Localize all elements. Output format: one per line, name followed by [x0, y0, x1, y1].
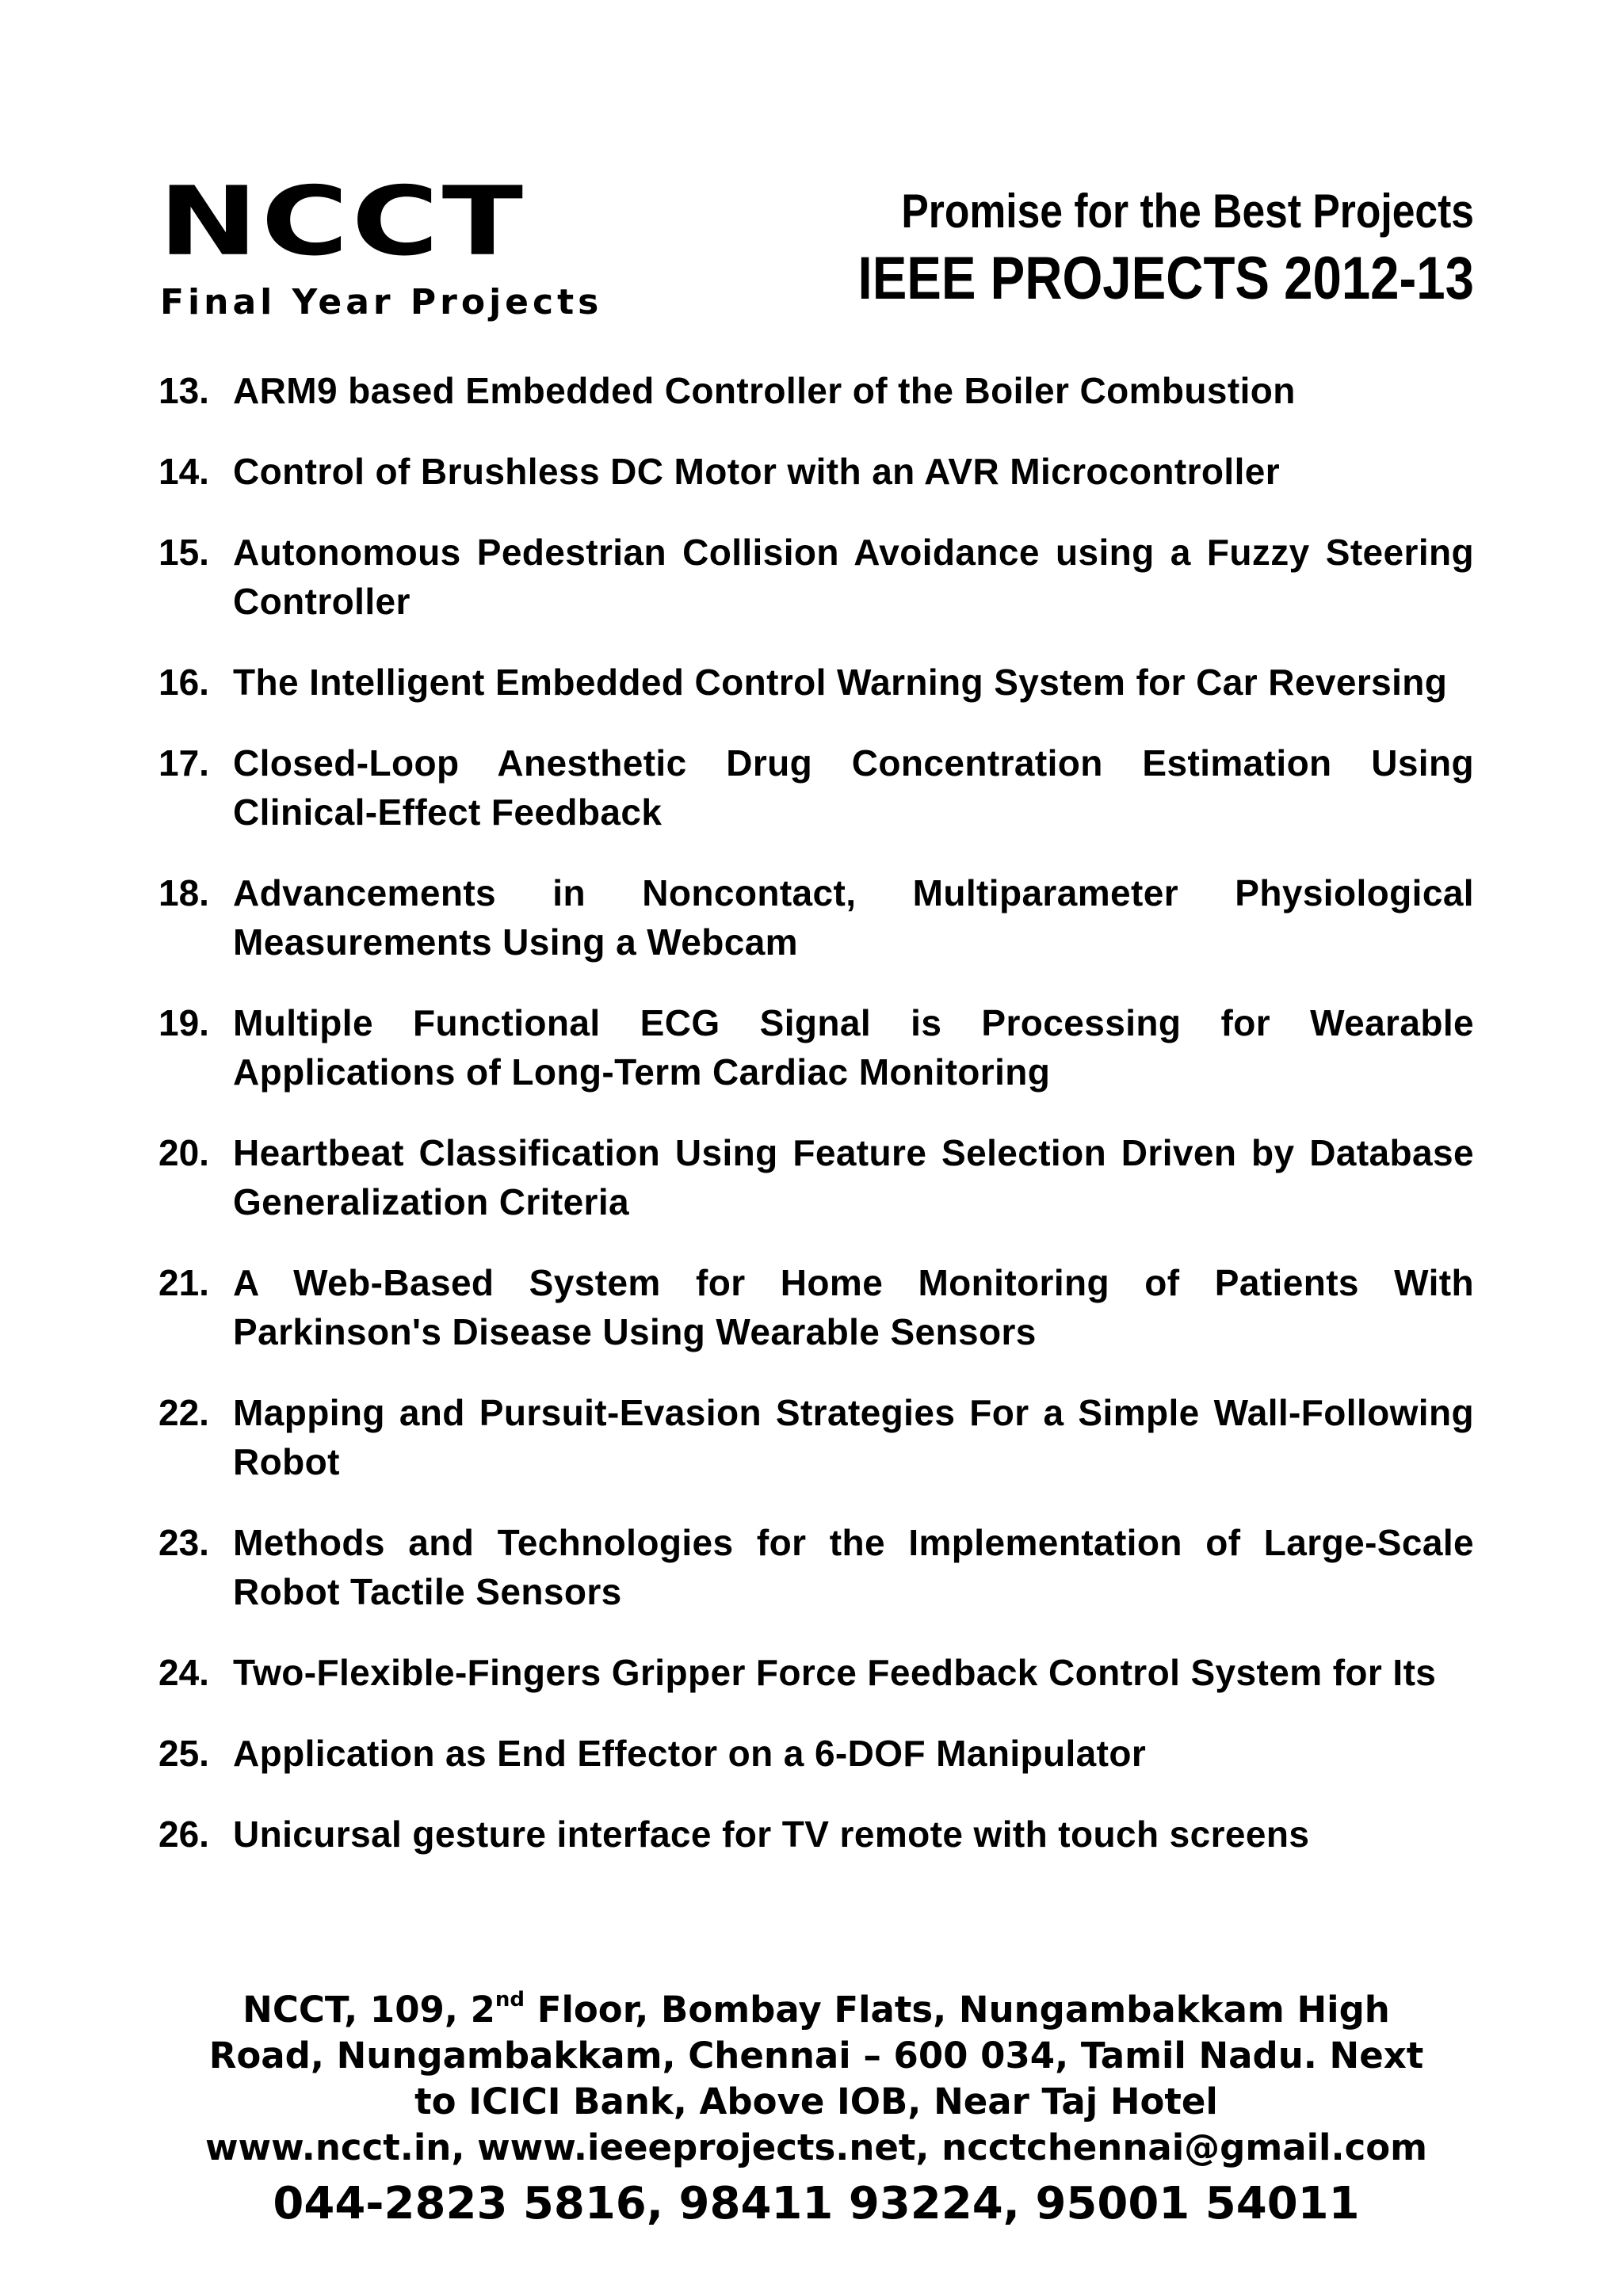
item-number: 19.: [158, 1002, 209, 1043]
item-number: 16.: [158, 662, 209, 703]
item-number: 22.: [158, 1392, 209, 1433]
header: [158, 166, 1474, 331]
list-item: [158, 1258, 1474, 1356]
item-number: 17.: [158, 742, 209, 784]
ncct-logo: NCCT: [158, 166, 527, 277]
list-item: [158, 1128, 1474, 1226]
item-title: Control of Brushless DC Motor with an AVR Microcontroller: [233, 451, 1281, 492]
item-title: Closed-Loop Anesthetic Drug Concentration Estimation Using Clinical-Effect Feedback: [233, 742, 1474, 833]
list-item: [158, 1729, 1474, 1778]
phone-numbers: 044-2823 5816, 98411 93224, 95001 54011: [273, 2178, 1360, 2229]
item-number: 15.: [158, 532, 209, 573]
item-number: 23.: [158, 1522, 209, 1563]
item-title: A Web-Based System for Home Monitoring of Patients With Parkinson's Disease Using Wearable Sensors: [233, 1262, 1474, 1352]
item-title: Mapping and Pursuit-Evasion Strategies For a Simple Wall-Following Robot: [233, 1392, 1474, 1482]
brand-logo-block: [158, 166, 713, 322]
item-number: 20.: [158, 1132, 209, 1173]
list-item: [158, 738, 1474, 837]
web-contacts: www.ncct.in, www.ieeeprojects.net, ncctchennai@gmail.com: [204, 2126, 1428, 2168]
item-title: Methods and Technologies for the Implementation of Large-Scale Robot Tactile Sensors: [233, 1522, 1474, 1612]
item-title: Unicursal gesture interface for TV remote with touch screens: [233, 1814, 1310, 1855]
tagline: Promise for the Best Projects: [901, 185, 1474, 238]
item-number: 18.: [158, 872, 209, 913]
page-heading: IEEE PROJECTS 2012-13: [857, 245, 1474, 312]
item-title: Autonomous Pedestrian Collision Avoidance using a Fuzzy Steering Controller: [233, 532, 1474, 622]
item-number: 14.: [158, 451, 209, 492]
item-title: Heartbeat Classification Using Feature Selection Driven by Database Generalization Criteria: [233, 1132, 1474, 1222]
list-item: [158, 1810, 1474, 1859]
address-line-2: Road, Nungambakkam, Chennai – 600 034, Tamil Nadu. Next: [208, 2035, 1424, 2077]
tagline-block: [758, 184, 1474, 314]
address-line-1-start: NCCT, 109, 2: [242, 1989, 495, 2031]
item-title: Advancements in Noncontact, Multiparameter Physiological Measurements Using a Webcam: [233, 872, 1474, 963]
item-number: 13.: [158, 370, 209, 411]
list-item: [158, 998, 1474, 1097]
list-item: [158, 447, 1474, 496]
item-number: 24.: [158, 1652, 209, 1693]
item-number: 26.: [158, 1814, 209, 1855]
list-item: [158, 658, 1474, 707]
item-number: 21.: [158, 1262, 209, 1303]
item-title: Two-Flexible-Fingers Gripper Force Feedback Control System for Its: [233, 1652, 1437, 1693]
item-title: Multiple Functional ECG Signal is Processing for Wearable Applications of Long-Term Cardiac Monitoring: [233, 1002, 1474, 1093]
list-item: [158, 1388, 1474, 1486]
item-number: 25.: [158, 1733, 209, 1774]
item-title: ARM9 based Embedded Controller of the Boiler Combustion: [233, 370, 1296, 411]
ordinal-suffix: nd: [495, 1988, 525, 2012]
list-item: [158, 1648, 1474, 1697]
list-item: [158, 366, 1474, 415]
contact-footer: [158, 1987, 1474, 2234]
list-item: [158, 1518, 1474, 1616]
address-line-3: to ICICI Bank, Above IOB, Near Taj Hotel: [414, 2081, 1218, 2122]
project-list: [158, 366, 1474, 1890]
list-item: [158, 528, 1474, 626]
address-line-1-end: Floor, Bombay Flats, Nungambakkam High: [525, 1989, 1390, 2031]
logo-subtitle: Final Year Projects: [160, 282, 603, 322]
list-item: [158, 868, 1474, 967]
address-line-1: [158, 1987, 1474, 2033]
item-title: The Intelligent Embedded Control Warning System for Car Reversing: [233, 662, 1448, 703]
item-title: Application as End Effector on a 6-DOF Manipulator: [233, 1733, 1147, 1774]
